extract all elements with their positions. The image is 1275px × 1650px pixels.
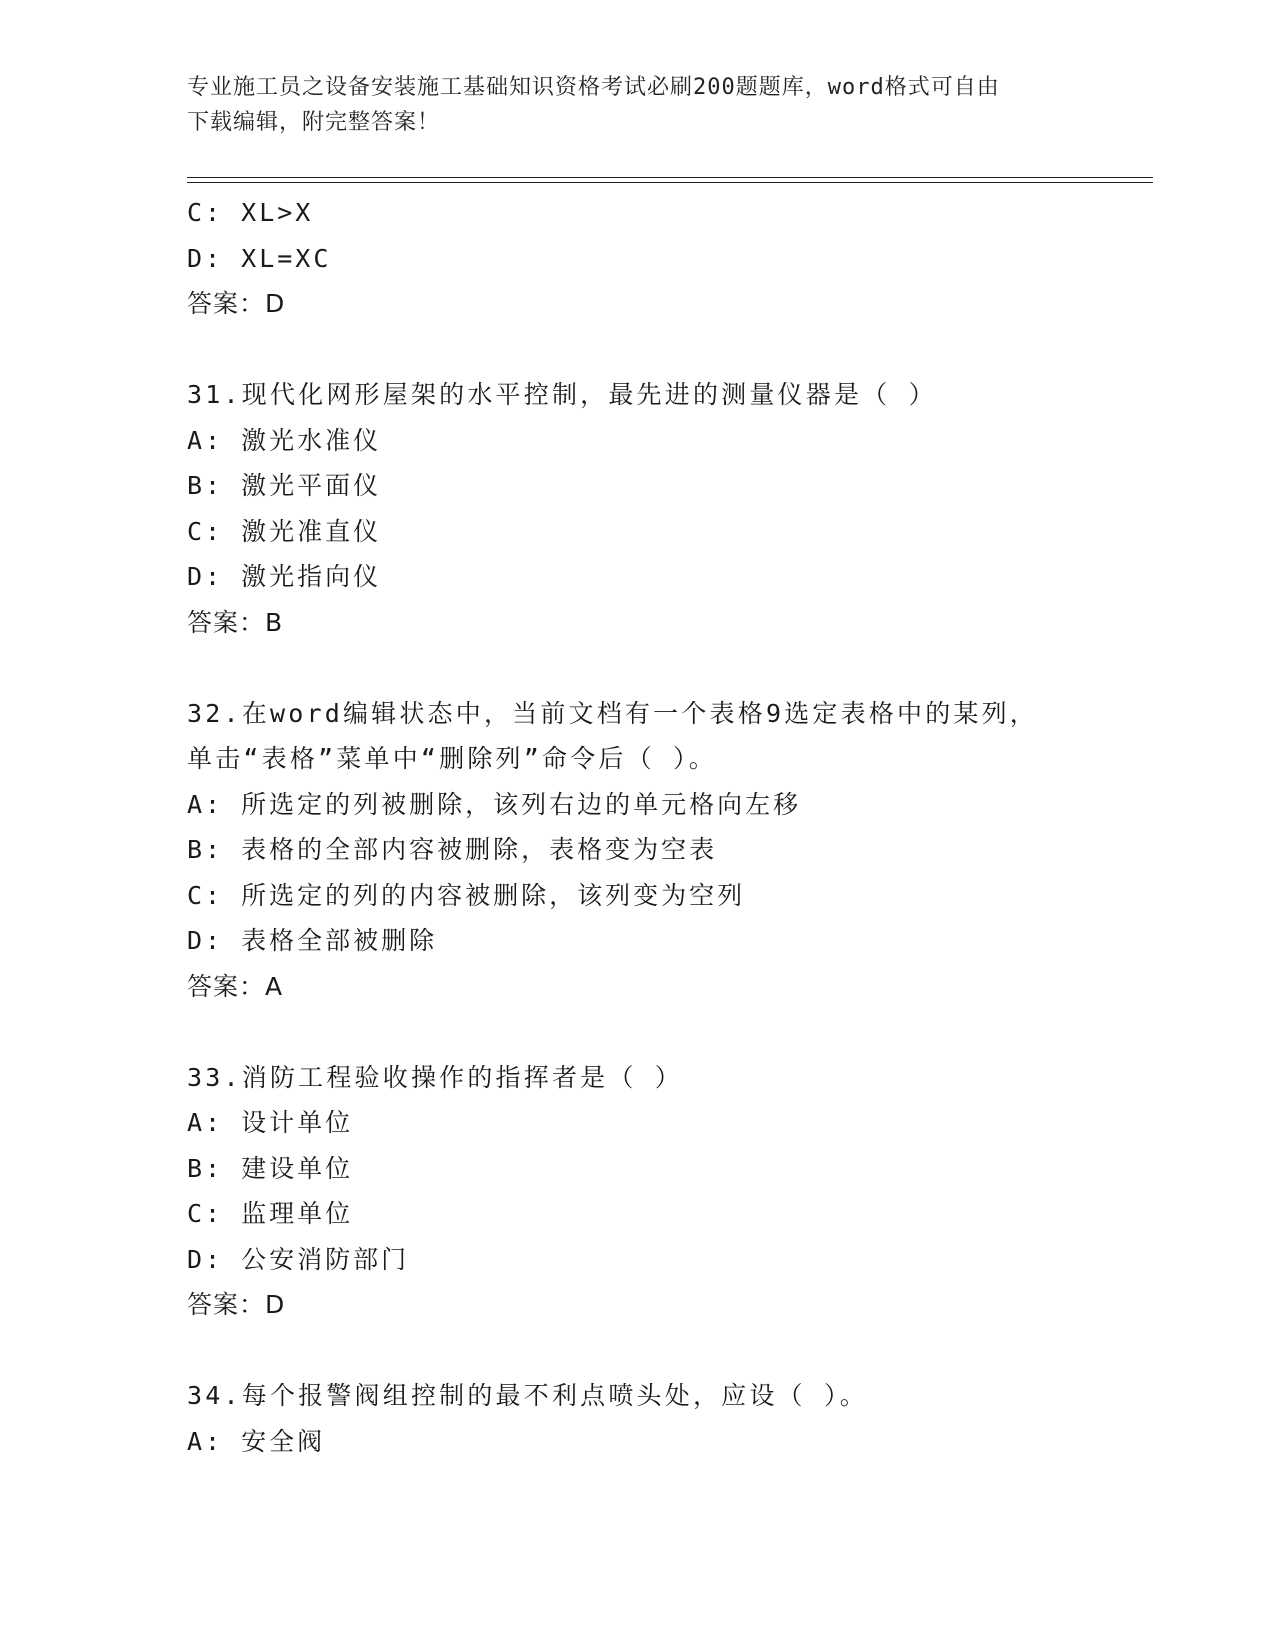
option-a: A: 设计单位 [187,1108,354,1137]
header-line-2: 下载编辑，附完整答案！ [187,110,441,135]
question-30-continued [187,190,1153,327]
document-body [187,190,1153,1464]
question-stem [187,1055,1153,1101]
option-a: A: 激光水准仪 [187,425,382,455]
option-c: C: 激光准直仪 [187,516,382,546]
question-text-continued: 单击“表格”菜单中“删除列”命令后（ ）。 [187,744,717,773]
question-stem [187,372,1153,418]
option-d: D: XL=XC [187,243,332,273]
answer-line: 答案：D [187,289,286,318]
option-c: C: 所选定的列的内容被删除，该列变为空列 [187,880,746,910]
question-33 [187,1055,1153,1328]
option-b: B: 激光平面仪 [187,471,382,500]
question-text: 32.在word编辑状态中，当前文档有一个表格9选定表格中的某列， [187,698,1039,728]
option-a: A: 所选定的列被删除，该列右边的单元格向左移 [187,789,802,819]
question-34 [187,1373,1153,1464]
question-32 [187,691,1153,1010]
question-stem [187,1373,1153,1419]
answer-line: 答案：B [187,607,284,637]
header-double-rule [187,177,1153,183]
header-line-1: 专业施工员之设备安装施工基础知识资格考试必刷200题题库，word格式可自由 [187,75,1000,100]
option-d: D: 公安消防部门 [187,1244,410,1274]
question-31 [187,372,1153,645]
answer-line: 答案：D [187,1290,286,1319]
option-c: C: 监理单位 [187,1199,354,1228]
option-d: D: 表格全部被删除 [187,926,438,955]
document-header [187,70,1067,140]
option-d: D: 激光指向仪 [187,562,382,591]
question-stem [187,691,1153,782]
question-text: 31.现代化网形屋架的水平控制，最先进的测量仪器是（ ） [187,380,937,409]
option-c: C: XL>X [187,198,314,227]
option-a: A: 安全阀 [187,1426,326,1456]
question-text: 34.每个报警阀组控制的最不利点喷头处，应设（ ）。 [187,1381,868,1410]
answer-line: 答案：A [187,971,284,1001]
question-text: 33.消防工程验收操作的指挥者是（ ） [187,1062,684,1092]
option-b: B: 建设单位 [187,1153,354,1183]
option-b: B: 表格的全部内容被删除，表格变为空表 [187,835,718,864]
